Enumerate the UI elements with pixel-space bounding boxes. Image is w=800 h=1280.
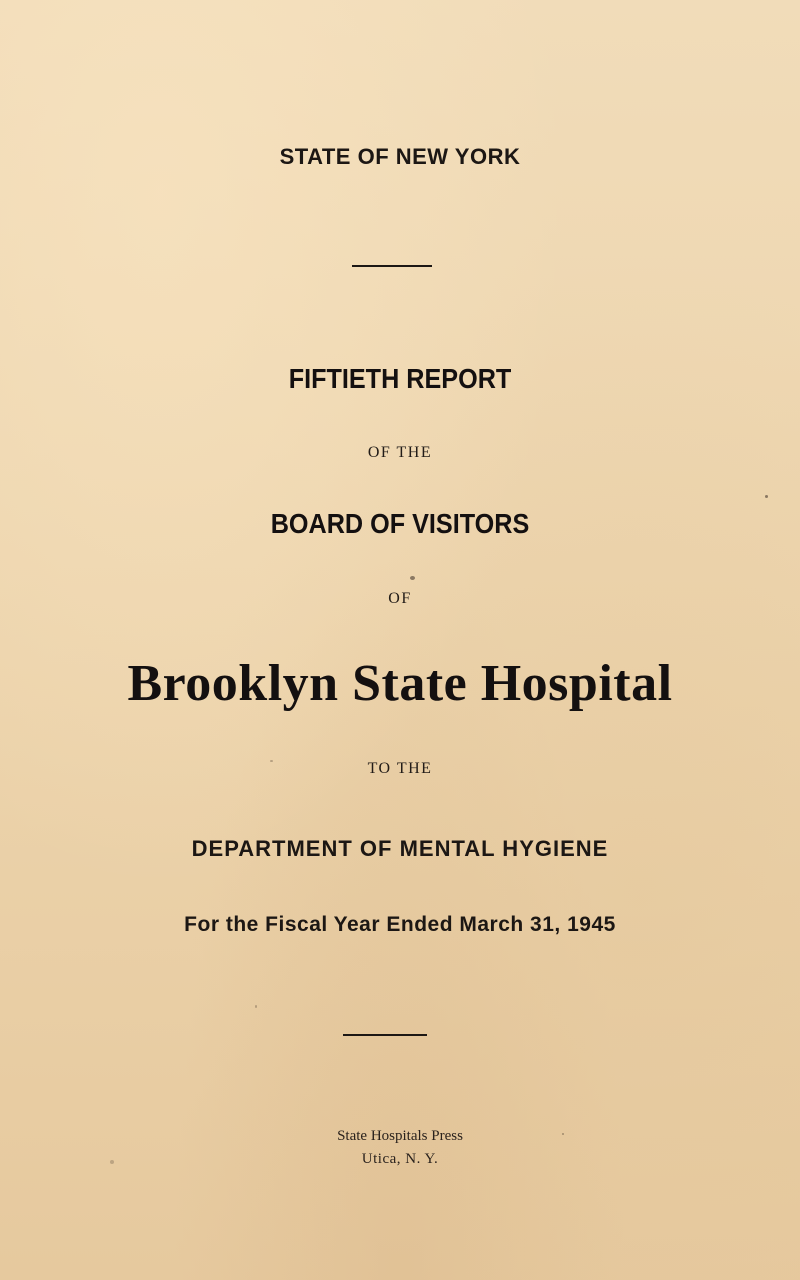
publisher-name: State Hospitals Press [337,1128,463,1144]
paper-speck [110,1160,114,1164]
of-text: OF [388,590,412,607]
paper-speck [410,576,415,580]
publisher-city: Utica, N. Y. [361,1151,439,1167]
department-name: DEPARTMENT OF MENTAL HYGIENE [191,836,609,861]
of-the-text: OF THE [367,444,433,461]
state-heading: STATE OF NEW YORK [279,144,521,169]
paper-speck [255,1005,257,1008]
paper-speck [765,495,768,498]
report-title: FIFTIETH REPORT [288,363,512,394]
hospital-name: Brooklyn State Hospital [127,655,673,712]
divider-bottom [343,1034,427,1036]
to-the-text: TO THE [367,760,433,777]
paper-speck [562,1133,564,1135]
board-title: BOARD OF VISITORS [270,508,530,539]
fiscal-year-text: For the Fiscal Year Ended March 31, 1945 [184,913,616,936]
divider-top [352,265,432,267]
paper-speck [270,760,273,762]
